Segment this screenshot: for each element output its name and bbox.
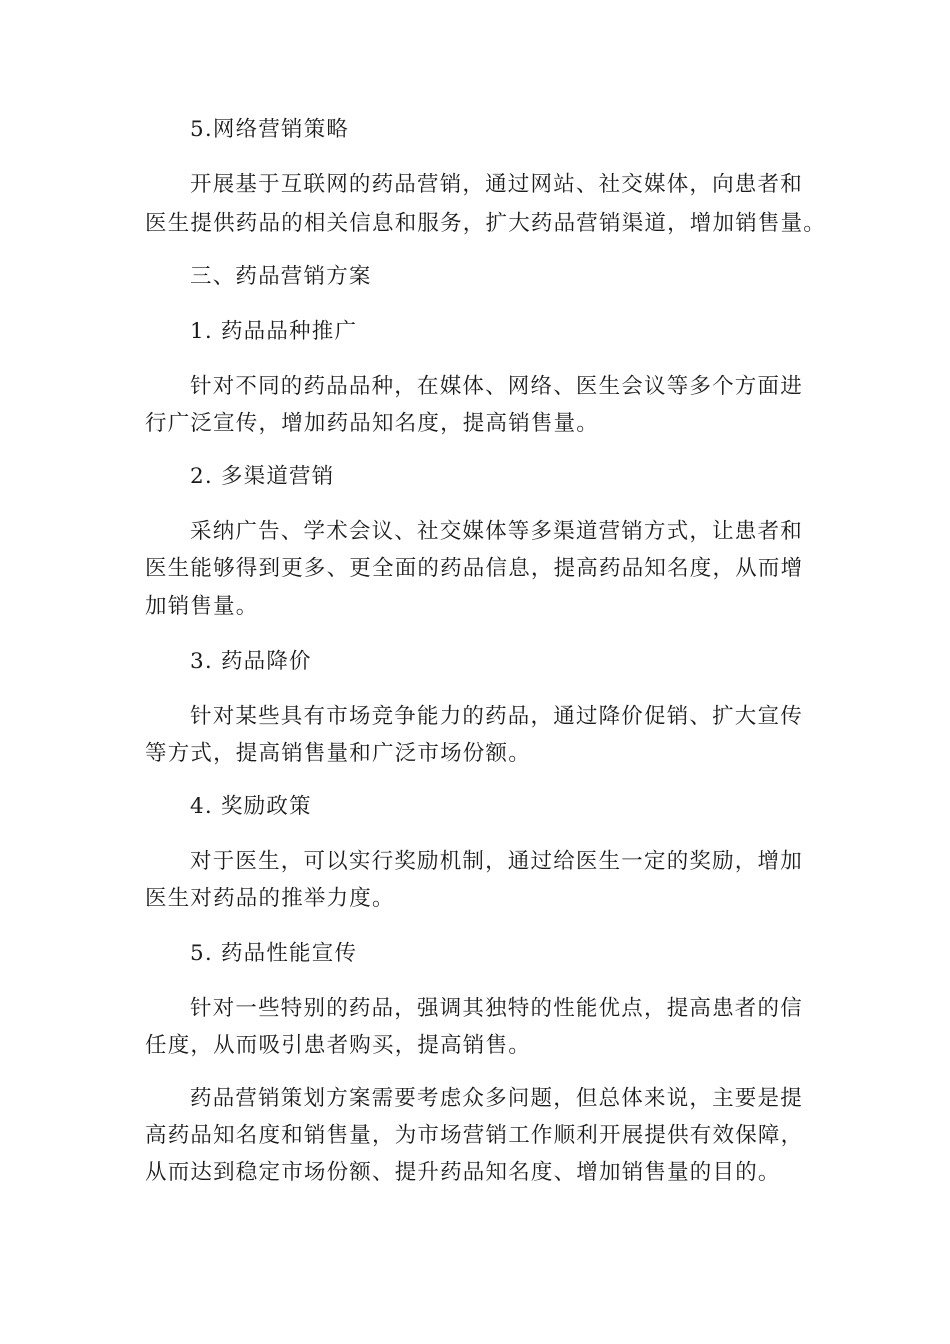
- paragraph-line: 医生提供药品的相关信息和服务，扩大药品营销渠道，增加销售量。: [145, 211, 827, 236]
- paragraph-line: 加销售量。: [145, 594, 259, 619]
- paragraph-line: 医生能够得到更多、更全面的药品信息，提高药品知名度，从而增: [145, 556, 804, 581]
- item-heading-3: 3. 药品降价: [190, 649, 312, 674]
- paragraph-line: 高药品知名度和销售量，为市场营销工作顺利开展提供有效保障，: [145, 1123, 804, 1148]
- paragraph-line: 对于医生，可以实行奖励机制，通过给医生一定的奖励，增加: [190, 849, 803, 874]
- item-heading-4: 4. 奖励政策: [190, 794, 312, 819]
- item-heading-1: 1. 药品品种推广: [190, 319, 358, 344]
- paragraph-line: 医生对药品的推举力度。: [145, 886, 395, 911]
- paragraph-line: 针对一些特别的药品，强调其独特的性能优点，提高患者的信: [190, 996, 803, 1021]
- paragraph-line: 从而达到稳定市场份额、提升药品知名度、增加销售量的目的。: [145, 1160, 781, 1185]
- section-heading-network-marketing: 5.网络营销策略: [190, 117, 350, 142]
- paragraph-line: 开展基于互联网的药品营销，通过网站、社交媒体，向患者和: [190, 172, 803, 197]
- paragraph-line: 针对某些具有市场竞争能力的药品，通过降价促销、扩大宣传: [190, 704, 803, 729]
- paragraph-line: 任度，从而吸引患者购买，提高销售。: [145, 1033, 531, 1058]
- section-heading-marketing-plan: 三、药品营销方案: [190, 264, 372, 289]
- paragraph-line: 采纳广告、学术会议、社交媒体等多渠道营销方式，让患者和: [190, 519, 803, 544]
- paragraph-line: 药品营销策划方案需要考虑众多问题，但总体来说，主要是提: [190, 1086, 803, 1111]
- paragraph-line: 针对不同的药品品种，在媒体、网络、医生会议等多个方面进: [190, 374, 803, 399]
- paragraph-line: 等方式，提高销售量和广泛市场份额。: [145, 741, 531, 766]
- item-heading-5: 5. 药品性能宣传: [190, 941, 358, 966]
- item-heading-2: 2. 多渠道营销: [190, 464, 335, 489]
- paragraph-line: 行广泛宣传，增加药品知名度，提高销售量。: [145, 411, 600, 436]
